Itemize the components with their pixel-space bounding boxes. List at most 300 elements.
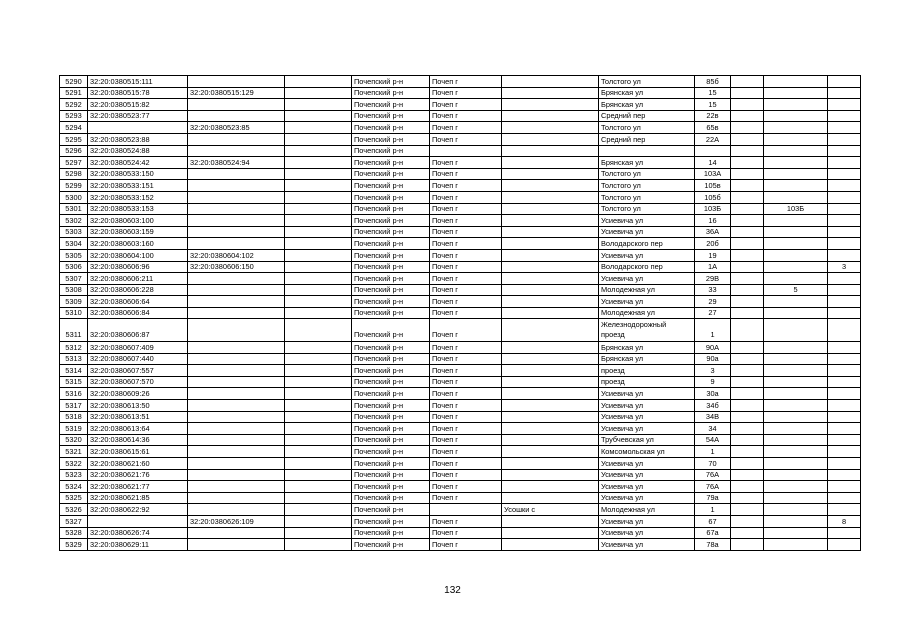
district-cell: Почепский р-н xyxy=(352,261,430,273)
apartment-cell xyxy=(828,157,861,169)
extra-cell-2 xyxy=(731,99,764,111)
village-cell xyxy=(502,122,599,134)
district-cell: Почепский р-н xyxy=(352,99,430,111)
district-cell: Почепский р-н xyxy=(352,168,430,180)
village-cell xyxy=(502,307,599,319)
cadastral-number-cell: 32:20:0380606:64 xyxy=(88,296,188,308)
row-number-cell: 5316 xyxy=(60,388,88,400)
table-row xyxy=(60,469,861,481)
table-row xyxy=(60,365,861,377)
street-cell: Трубчевская ул xyxy=(599,434,695,446)
row-number-cell: 5304 xyxy=(60,238,88,250)
row-number-cell: 5326 xyxy=(60,504,88,516)
extra-cell xyxy=(285,145,352,157)
table-row xyxy=(60,458,861,470)
apartment-cell xyxy=(828,284,861,296)
village-cell xyxy=(502,133,599,145)
street-cell: Усиевича ул xyxy=(599,515,695,527)
building-cell xyxy=(764,469,828,481)
district-cell: Почепский р-н xyxy=(352,492,430,504)
linked-cadastral-number-cell xyxy=(188,504,285,516)
extra-cell-2 xyxy=(731,203,764,215)
table-row xyxy=(60,180,861,192)
row-number-cell: 5323 xyxy=(60,469,88,481)
city-cell: Почеп г xyxy=(430,284,502,296)
house-number-cell: 105в xyxy=(695,180,731,192)
village-cell xyxy=(502,87,599,99)
cadastral-number-cell: 32:20:0380621:60 xyxy=(88,458,188,470)
extra-cell xyxy=(285,203,352,215)
street-cell: Усиевича ул xyxy=(599,481,695,493)
village-cell xyxy=(502,110,599,122)
cadastral-number-cell: 32:20:0380523:88 xyxy=(88,133,188,145)
village-cell xyxy=(502,191,599,203)
linked-cadastral-number-cell xyxy=(188,319,285,342)
street-cell: Брянская ул xyxy=(599,87,695,99)
linked-cadastral-number-cell xyxy=(188,168,285,180)
table-row xyxy=(60,249,861,261)
table-row xyxy=(60,203,861,215)
house-number-cell: 29 xyxy=(695,296,731,308)
city-cell: Почеп г xyxy=(430,527,502,539)
village-cell xyxy=(502,515,599,527)
table-row xyxy=(60,122,861,134)
apartment-cell xyxy=(828,76,861,88)
extra-cell-2 xyxy=(731,376,764,388)
apartment-cell xyxy=(828,411,861,423)
apartment-cell xyxy=(828,133,861,145)
extra-cell xyxy=(285,261,352,273)
street-cell: проезд xyxy=(599,376,695,388)
house-number-cell: 3 xyxy=(695,365,731,377)
apartment-cell xyxy=(828,168,861,180)
apartment-cell xyxy=(828,388,861,400)
cadastral-number-cell: 32:20:0380622:92 xyxy=(88,504,188,516)
cadastral-number-cell: 32:20:0380614:36 xyxy=(88,434,188,446)
extra-cell-2 xyxy=(731,145,764,157)
city-cell: Почеп г xyxy=(430,122,502,134)
extra-cell xyxy=(285,191,352,203)
cadastral-number-cell: 32:20:0380607:440 xyxy=(88,353,188,365)
district-cell: Почепский р-н xyxy=(352,133,430,145)
apartment-cell xyxy=(828,249,861,261)
city-cell xyxy=(430,145,502,157)
table-row xyxy=(60,226,861,238)
extra-cell xyxy=(285,458,352,470)
district-cell: Почепский р-н xyxy=(352,215,430,227)
building-cell xyxy=(764,249,828,261)
row-number-cell: 5292 xyxy=(60,99,88,111)
extra-cell xyxy=(285,122,352,134)
street-cell: Усиевича ул xyxy=(599,226,695,238)
city-cell: Почеп г xyxy=(430,157,502,169)
city-cell: Почеп г xyxy=(430,203,502,215)
house-number-cell: 79а xyxy=(695,492,731,504)
extra-cell xyxy=(285,423,352,435)
house-number-cell: 30а xyxy=(695,388,731,400)
street-cell: Толстого ул xyxy=(599,180,695,192)
row-number-cell: 5322 xyxy=(60,458,88,470)
street-cell: Усиевича ул xyxy=(599,249,695,261)
extra-cell-2 xyxy=(731,319,764,342)
village-cell xyxy=(502,469,599,481)
table-row xyxy=(60,423,861,435)
city-cell: Почеп г xyxy=(430,388,502,400)
district-cell: Почепский р-н xyxy=(352,353,430,365)
table-row xyxy=(60,353,861,365)
building-cell xyxy=(764,99,828,111)
city-cell: Почеп г xyxy=(430,423,502,435)
extra-cell xyxy=(285,353,352,365)
district-cell: Почепский р-н xyxy=(352,481,430,493)
linked-cadastral-number-cell xyxy=(188,434,285,446)
row-number-cell: 5293 xyxy=(60,110,88,122)
cadastral-number-cell: 32:20:0380629:11 xyxy=(88,539,188,551)
house-number-cell: 90А xyxy=(695,342,731,354)
street-cell: Толстого ул xyxy=(599,76,695,88)
city-cell: Почеп г xyxy=(430,110,502,122)
street-cell: Толстого ул xyxy=(599,203,695,215)
extra-cell-2 xyxy=(731,515,764,527)
extra-cell xyxy=(285,376,352,388)
row-number-cell: 5312 xyxy=(60,342,88,354)
row-number-cell: 5327 xyxy=(60,515,88,527)
linked-cadastral-number-cell xyxy=(188,307,285,319)
row-number-cell: 5329 xyxy=(60,539,88,551)
house-number-cell: 15 xyxy=(695,87,731,99)
apartment-cell xyxy=(828,539,861,551)
house-number-cell: 9 xyxy=(695,376,731,388)
extra-cell-2 xyxy=(731,434,764,446)
cadastral-number-cell: 32:20:0380615:61 xyxy=(88,446,188,458)
district-cell: Почепский р-н xyxy=(352,180,430,192)
extra-cell-2 xyxy=(731,168,764,180)
linked-cadastral-number-cell xyxy=(188,446,285,458)
village-cell xyxy=(502,342,599,354)
house-number-cell: 29В xyxy=(695,273,731,285)
street-cell: Комсомольская ул xyxy=(599,446,695,458)
apartment-cell xyxy=(828,238,861,250)
district-cell: Почепский р-н xyxy=(352,296,430,308)
street-cell: Молодежная ул xyxy=(599,504,695,516)
cadastral-number-cell xyxy=(88,515,188,527)
extra-cell-2 xyxy=(731,284,764,296)
apartment-cell xyxy=(828,434,861,446)
linked-cadastral-number-cell xyxy=(188,133,285,145)
cadastral-number-cell: 32:20:0380606:87 xyxy=(88,319,188,342)
street-cell: Усиевича ул xyxy=(599,458,695,470)
street-cell: Толстого ул xyxy=(599,168,695,180)
house-number-cell: 105б xyxy=(695,191,731,203)
city-cell: Почеп г xyxy=(430,411,502,423)
house-number-cell: 78а xyxy=(695,539,731,551)
building-cell xyxy=(764,400,828,412)
village-cell xyxy=(502,319,599,342)
extra-cell xyxy=(285,215,352,227)
extra-cell xyxy=(285,492,352,504)
cadastral-number-cell: 32:20:0380606:211 xyxy=(88,273,188,285)
extra-cell-2 xyxy=(731,492,764,504)
apartment-cell xyxy=(828,145,861,157)
row-number-cell: 5295 xyxy=(60,133,88,145)
apartment-cell xyxy=(828,504,861,516)
page-number: 132 xyxy=(444,585,461,596)
city-cell: Почеп г xyxy=(430,307,502,319)
village-cell xyxy=(502,168,599,180)
building-cell xyxy=(764,481,828,493)
building-cell xyxy=(764,353,828,365)
city-cell: Почеп г xyxy=(430,469,502,481)
house-number-cell: 76А xyxy=(695,481,731,493)
cadastral-number-cell: 32:20:0380533:151 xyxy=(88,180,188,192)
city-cell: Почеп г xyxy=(430,539,502,551)
table-row xyxy=(60,157,861,169)
village-cell xyxy=(502,249,599,261)
city-cell: Почеп г xyxy=(430,319,502,342)
village-cell xyxy=(502,238,599,250)
building-cell xyxy=(764,273,828,285)
apartment-cell xyxy=(828,122,861,134)
city-cell xyxy=(430,504,502,516)
apartment-cell xyxy=(828,203,861,215)
house-number-cell: 65в xyxy=(695,122,731,134)
row-number-cell: 5313 xyxy=(60,353,88,365)
linked-cadastral-number-cell xyxy=(188,400,285,412)
table-row xyxy=(60,261,861,273)
linked-cadastral-number-cell xyxy=(188,215,285,227)
city-cell: Почеп г xyxy=(430,434,502,446)
linked-cadastral-number-cell xyxy=(188,388,285,400)
street-cell: Усиевича ул xyxy=(599,492,695,504)
cadastral-number-cell: 32:20:0380613:50 xyxy=(88,400,188,412)
building-cell xyxy=(764,133,828,145)
linked-cadastral-number-cell xyxy=(188,527,285,539)
table-row xyxy=(60,238,861,250)
district-cell: Почепский р-н xyxy=(352,365,430,377)
extra-cell xyxy=(285,539,352,551)
building-cell xyxy=(764,238,828,250)
cadastral-number-cell: 32:20:0380604:100 xyxy=(88,249,188,261)
extra-cell-2 xyxy=(731,469,764,481)
row-number-cell: 5315 xyxy=(60,376,88,388)
extra-cell xyxy=(285,388,352,400)
house-number-cell: 90а xyxy=(695,353,731,365)
row-number-cell: 5294 xyxy=(60,122,88,134)
building-cell xyxy=(764,376,828,388)
street-cell: Брянская ул xyxy=(599,342,695,354)
district-cell: Почепский р-н xyxy=(352,423,430,435)
row-number-cell: 5314 xyxy=(60,365,88,377)
house-number-cell: 103Б xyxy=(695,203,731,215)
village-cell xyxy=(502,226,599,238)
district-cell: Почепский р-н xyxy=(352,342,430,354)
extra-cell-2 xyxy=(731,122,764,134)
building-cell xyxy=(764,76,828,88)
cadastral-number-cell: 32:20:0380515:111 xyxy=(88,76,188,88)
cadastral-number-cell: 32:20:0380606:84 xyxy=(88,307,188,319)
district-cell: Почепский р-н xyxy=(352,76,430,88)
building-cell xyxy=(764,492,828,504)
house-number-cell: 103А xyxy=(695,168,731,180)
cadastral-number-cell: 32:20:0380607:557 xyxy=(88,365,188,377)
village-cell xyxy=(502,284,599,296)
city-cell: Почеп г xyxy=(430,481,502,493)
village-cell xyxy=(502,539,599,551)
linked-cadastral-number-cell xyxy=(188,226,285,238)
village-cell xyxy=(502,434,599,446)
table-row xyxy=(60,191,861,203)
table-body xyxy=(60,76,861,551)
extra-cell xyxy=(285,296,352,308)
extra-cell-2 xyxy=(731,400,764,412)
extra-cell-2 xyxy=(731,157,764,169)
linked-cadastral-number-cell xyxy=(188,110,285,122)
apartment-cell xyxy=(828,215,861,227)
cadastral-number-cell: 32:20:0380603:159 xyxy=(88,226,188,238)
cadastral-number-cell: 32:20:0380626:74 xyxy=(88,527,188,539)
row-number-cell: 5301 xyxy=(60,203,88,215)
table-row xyxy=(60,168,861,180)
village-cell xyxy=(502,388,599,400)
house-number-cell: 34 xyxy=(695,423,731,435)
apartment-cell xyxy=(828,319,861,342)
apartment-cell: 8 xyxy=(828,515,861,527)
cadastral-number-cell: 32:20:0380621:85 xyxy=(88,492,188,504)
linked-cadastral-number-cell xyxy=(188,180,285,192)
linked-cadastral-number-cell xyxy=(188,273,285,285)
cadastral-number-cell: 32:20:0380606:228 xyxy=(88,284,188,296)
apartment-cell xyxy=(828,492,861,504)
extra-cell-2 xyxy=(731,110,764,122)
linked-cadastral-number-cell xyxy=(188,492,285,504)
cadastral-number-cell: 32:20:0380607:409 xyxy=(88,342,188,354)
cadastral-number-cell: 32:20:0380515:82 xyxy=(88,99,188,111)
row-number-cell: 5321 xyxy=(60,446,88,458)
building-cell xyxy=(764,226,828,238)
district-cell: Почепский р-н xyxy=(352,458,430,470)
village-cell xyxy=(502,446,599,458)
house-number-cell: 20б xyxy=(695,238,731,250)
linked-cadastral-number-cell xyxy=(188,353,285,365)
table-row xyxy=(60,527,861,539)
row-number-cell: 5300 xyxy=(60,191,88,203)
extra-cell-2 xyxy=(731,226,764,238)
village-cell xyxy=(502,273,599,285)
house-number-cell: 22А xyxy=(695,133,731,145)
row-number-cell: 5306 xyxy=(60,261,88,273)
city-cell: Почеп г xyxy=(430,133,502,145)
village-cell xyxy=(502,203,599,215)
cadastral-number-cell: 32:20:0380621:77 xyxy=(88,481,188,493)
extra-cell-2 xyxy=(731,296,764,308)
cadastral-number-cell: 32:20:0380523:77 xyxy=(88,110,188,122)
street-cell: Усиевича ул xyxy=(599,400,695,412)
house-number-cell: 67а xyxy=(695,527,731,539)
linked-cadastral-number-cell xyxy=(188,284,285,296)
apartment-cell xyxy=(828,342,861,354)
street-cell: Молодежная ул xyxy=(599,307,695,319)
extra-cell xyxy=(285,157,352,169)
extra-cell xyxy=(285,307,352,319)
extra-cell xyxy=(285,76,352,88)
city-cell: Почеп г xyxy=(430,99,502,111)
extra-cell xyxy=(285,273,352,285)
row-number-cell: 5318 xyxy=(60,411,88,423)
cadastral-number-cell: 32:20:0380533:152 xyxy=(88,191,188,203)
building-cell xyxy=(764,319,828,342)
village-cell xyxy=(502,458,599,470)
cadastral-number-cell: 32:20:0380609:26 xyxy=(88,388,188,400)
row-number-cell: 5307 xyxy=(60,273,88,285)
building-cell xyxy=(764,365,828,377)
extra-cell-2 xyxy=(731,411,764,423)
apartment-cell xyxy=(828,353,861,365)
cadastral-number-cell: 32:20:0380524:42 xyxy=(88,157,188,169)
apartment-cell xyxy=(828,446,861,458)
street-cell: Средний пер xyxy=(599,110,695,122)
district-cell: Почепский р-н xyxy=(352,110,430,122)
building-cell xyxy=(764,539,828,551)
village-cell xyxy=(502,400,599,412)
extra-cell-2 xyxy=(731,458,764,470)
row-number-cell: 5324 xyxy=(60,481,88,493)
table-row xyxy=(60,411,861,423)
house-number-cell: 19 xyxy=(695,249,731,261)
village-cell xyxy=(502,527,599,539)
row-number-cell: 5311 xyxy=(60,319,88,342)
row-number-cell: 5290 xyxy=(60,76,88,88)
village-cell xyxy=(502,76,599,88)
district-cell: Почепский р-н xyxy=(352,145,430,157)
table-row xyxy=(60,388,861,400)
linked-cadastral-number-cell xyxy=(188,191,285,203)
table-row xyxy=(60,145,861,157)
street-cell: проезд xyxy=(599,365,695,377)
apartment-cell xyxy=(828,87,861,99)
cadastral-number-cell: 32:20:0380603:100 xyxy=(88,215,188,227)
street-cell: Усиевича ул xyxy=(599,411,695,423)
street-cell: Брянская ул xyxy=(599,157,695,169)
row-number-cell: 5317 xyxy=(60,400,88,412)
building-cell: 5 xyxy=(764,284,828,296)
street-cell: Брянская ул xyxy=(599,353,695,365)
linked-cadastral-number-cell xyxy=(188,99,285,111)
street-cell: Усиевича ул xyxy=(599,469,695,481)
row-number-cell: 5310 xyxy=(60,307,88,319)
apartment-cell xyxy=(828,180,861,192)
building-cell xyxy=(764,515,828,527)
extra-cell xyxy=(285,284,352,296)
city-cell: Почеп г xyxy=(430,261,502,273)
table-row xyxy=(60,446,861,458)
district-cell: Почепский р-н xyxy=(352,539,430,551)
extra-cell-2 xyxy=(731,481,764,493)
building-cell xyxy=(764,191,828,203)
building-cell xyxy=(764,307,828,319)
city-cell: Почеп г xyxy=(430,87,502,99)
apartment-cell xyxy=(828,423,861,435)
extra-cell-2 xyxy=(731,215,764,227)
building-cell xyxy=(764,388,828,400)
row-number-cell: 5303 xyxy=(60,226,88,238)
city-cell: Почеп г xyxy=(430,249,502,261)
village-cell xyxy=(502,261,599,273)
linked-cadastral-number-cell xyxy=(188,469,285,481)
table-row xyxy=(60,319,861,342)
cadastral-number-cell: 32:20:0380515:78 xyxy=(88,87,188,99)
row-number-cell: 5299 xyxy=(60,180,88,192)
village-cell xyxy=(502,215,599,227)
